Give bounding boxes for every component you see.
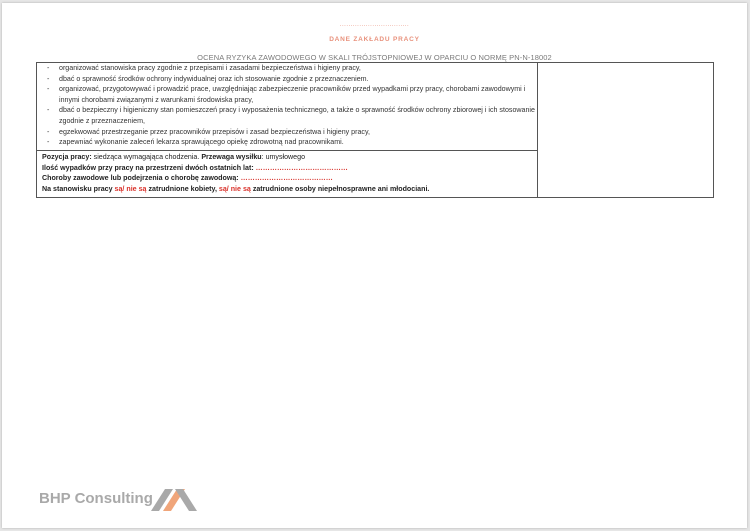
document-title: OCENA RYZYKA ZAWODOWEGO W SKALI TRÓJSTOPNIOWEJ W OPARCIU O NORMĘ PN-N-18002 bbox=[197, 53, 552, 62]
duty-item bbox=[37, 137, 537, 148]
employment-option-disabled: są/ nie są bbox=[218, 184, 253, 193]
employment-middle: zatrudnione kobiety, bbox=[148, 184, 219, 193]
duty-item bbox=[37, 63, 537, 74]
occupational-disease-label: Choroby zawodowe lub podejrzenia o chorobę zawodową: bbox=[42, 174, 239, 183]
accidents-value: ………………………………… bbox=[253, 163, 348, 172]
dash-bullet: - bbox=[47, 74, 50, 83]
table-row-divider bbox=[37, 150, 537, 151]
duty-text: zapewniać wykonanie zaleceń lekarza sprawującego opiekę zdrowotną nad pracownikami. bbox=[59, 138, 344, 147]
company-data-heading: DANE ZAKŁADU PRACY bbox=[329, 36, 420, 43]
accidents-label: Ilość wypadków przy pracy na przestrzeni dwóch ostatnich lat: bbox=[42, 163, 254, 172]
dash-bullet: - bbox=[47, 106, 50, 115]
document-page bbox=[2, 3, 747, 528]
employment-row bbox=[42, 184, 537, 195]
work-position-value: siedząca wymagająca chodzenia. bbox=[91, 153, 202, 161]
workstation-facts bbox=[42, 152, 537, 194]
employment-suffix: zatrudnione osoby niepełnosprawne ani młodociani. bbox=[252, 184, 430, 193]
dash-bullet: - bbox=[47, 127, 50, 136]
duties-list bbox=[37, 63, 537, 148]
occupational-disease-value: ………………………………… bbox=[238, 174, 333, 183]
work-position-label: Pozycja pracy: bbox=[42, 153, 92, 161]
bhp-consulting-logo bbox=[39, 485, 204, 515]
effort-label: Przewaga wysiłku bbox=[201, 153, 262, 161]
dash-bullet: - bbox=[47, 64, 50, 72]
duty-text: egzekwować przestrzeganie przez pracowników przepisów i zasad bezpieczeństwa i higieny pracy, bbox=[59, 127, 370, 136]
duty-text: dbać o sprawność środków ochrony indywidualnej oraz ich stosowanie zgodnie z przeznaczeniem. bbox=[59, 74, 369, 83]
duty-text: organizować stanowiska pracy zgodnie z przepisami i zasadami bezpieczeństwa i higieny pracy, bbox=[59, 64, 361, 72]
duty-item bbox=[37, 74, 537, 85]
employment-prefix: Na stanowisku pracy bbox=[42, 184, 115, 193]
duty-item bbox=[37, 84, 537, 105]
work-position-row bbox=[42, 152, 537, 163]
risk-assessment-table bbox=[36, 62, 714, 198]
accidents-row bbox=[42, 163, 537, 174]
duty-item bbox=[37, 127, 537, 138]
employment-option-women: są/ nie są bbox=[114, 184, 149, 193]
duty-item bbox=[37, 105, 537, 126]
logo-chevron-icon bbox=[151, 487, 199, 513]
table-column-divider bbox=[537, 63, 538, 197]
effort-value: : umysłowego bbox=[261, 153, 306, 161]
dash-bullet: - bbox=[47, 85, 50, 94]
duty-text: dbać o bezpieczny i higieniczny stan pomieszczeń pracy i wyposażenia technicznego, a także o sprawność środków ochrony zbiorowej i ich stosowanie zgodnie z przeznaczeniem, bbox=[59, 106, 535, 125]
dash-bullet: - bbox=[47, 138, 50, 147]
duty-text: organizować, przygotowywać i prowadzić prace, uwzględniając zabezpieczenie pracowników przed wypadkami przy pracy, chorobami zawodowymi i innymi chorobami związanymi z warunkami środowiska pracy, bbox=[59, 85, 526, 104]
logo-text: BHP Consulting bbox=[39, 490, 153, 507]
occupational-disease-row bbox=[42, 173, 537, 184]
header-dotted-line: ................................ bbox=[339, 22, 410, 28]
